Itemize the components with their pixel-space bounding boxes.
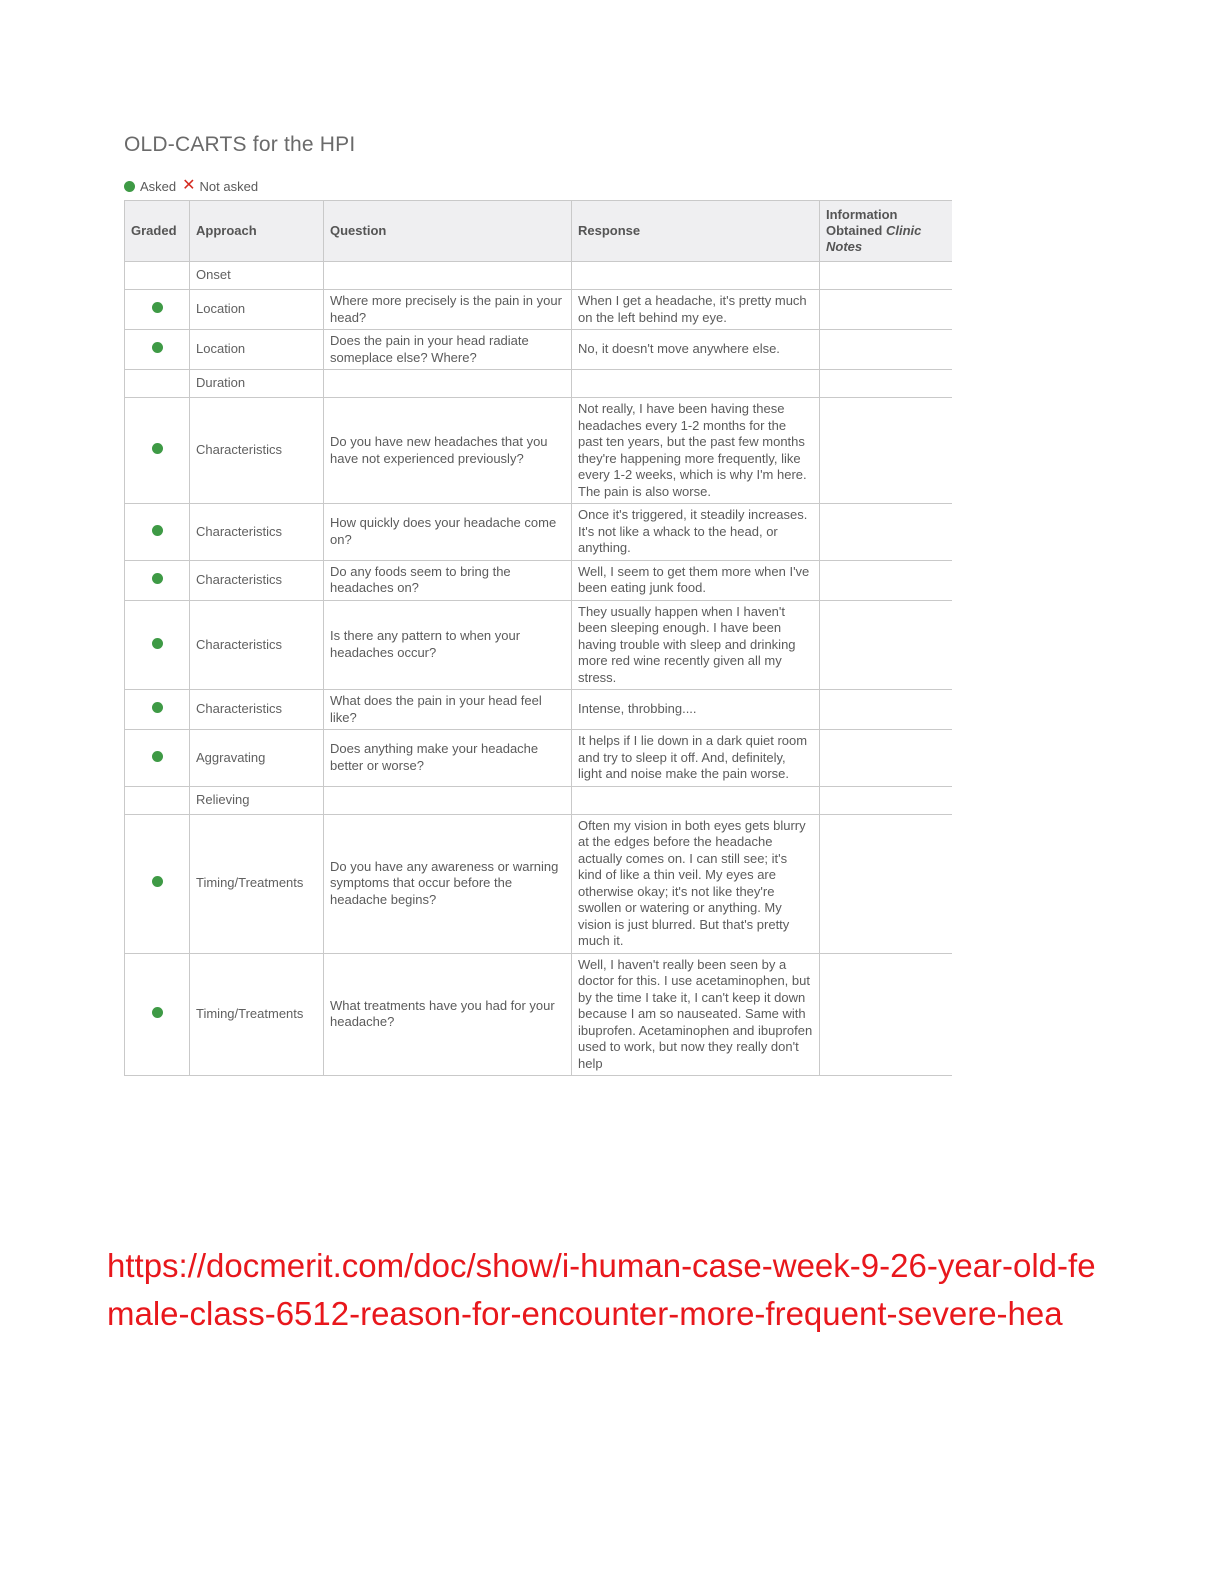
table-row [125,953,953,1076]
oldcarts-table-container [124,200,952,1159]
header-info-prefix: Information Obtained [826,207,898,238]
response-cell: Often my vision in both eyes gets blurry at the edges before the headache actually comes on. I can still see; it's kind of like a thin veil. My eyes are otherwise okay; it's not like they're swollen or watering or anything. My vision is just blurred. But that's pretty much it. [572,814,820,953]
graded-cell [125,504,190,561]
approach-cell: Relieving [190,786,324,814]
graded-cell [125,730,190,787]
response-cell [572,786,820,814]
section-row [125,262,953,290]
table-row [125,600,953,690]
question-cell: Do any foods seem to bring the headaches on? [324,560,572,600]
response-cell [572,370,820,398]
table-row [125,290,953,330]
approach-cell: Characteristics [190,690,324,730]
question-cell: Do you have any awareness or warning symptoms that occur before the headache begins? [324,814,572,953]
approach-cell: Characteristics [190,600,324,690]
approach-cell: Characteristics [190,560,324,600]
asked-dot-icon [152,525,163,536]
graded-cell [125,398,190,504]
table-row [125,398,953,504]
table-row [125,730,953,787]
asked-dot-icon [152,443,163,454]
graded-cell [125,290,190,330]
question-cell: Does anything make your headache better or worse? [324,730,572,787]
response-cell: When I get a headache, it's pretty much on the left behind my eye. [572,290,820,330]
graded-cell [125,953,190,1076]
table-header-row [125,201,953,262]
information-cell [820,730,953,787]
question-cell [324,370,572,398]
header-graded: Graded [125,201,190,262]
response-cell: It helps if I lie down in a dark quiet room and try to sleep it off. And, definitely, light and noise make the pain worse. [572,730,820,787]
question-cell: How quickly does your headache come on? [324,504,572,561]
header-question: Question [324,201,572,262]
information-cell [820,814,953,953]
table-row [125,690,953,730]
graded-cell [125,370,190,398]
table-row [125,330,953,370]
question-cell [324,262,572,290]
legend-asked: Asked [140,178,177,194]
information-cell [820,560,953,600]
question-cell [324,786,572,814]
graded-cell [125,690,190,730]
header-info-italic: Clinic Notes [826,223,922,254]
section-row [125,786,953,814]
asked-dot-icon [124,181,135,192]
information-cell [820,330,953,370]
graded-cell [125,600,190,690]
asked-dot-icon [152,573,163,584]
graded-cell [125,814,190,953]
response-cell: Well, I haven't really been seen by a doctor for this. I use acetaminophen, but by the time I take it, I can't keep it down because I am so nauseated. Same with ibuprofen. Acetaminophen and ibuprofen used to work, but now they really don't help [572,953,820,1076]
header-information [820,201,953,262]
information-cell [820,600,953,690]
graded-cell [125,560,190,600]
page-title: OLD-CARTS for the HPI [124,133,356,156]
legend [124,178,258,194]
graded-cell [125,330,190,370]
approach-cell: Timing/Treatments [190,953,324,1076]
asked-dot-icon [152,638,163,649]
not-asked-x-icon: ✕ [182,177,196,194]
asked-dot-icon [152,751,163,762]
information-cell [820,262,953,290]
legend-not-asked: Not asked [199,178,259,194]
information-cell [820,504,953,561]
asked-dot-icon [152,342,163,353]
response-cell: Once it's triggered, it steadily increases. It's not like a whack to the head, or anything. [572,504,820,561]
approach-cell: Timing/Treatments [190,814,324,953]
question-cell: What does the pain in your head feel like? [324,690,572,730]
graded-cell [125,262,190,290]
section-row [125,370,953,398]
question-cell: Does the pain in your head radiate someplace else? Where? [324,330,572,370]
asked-dot-icon [152,876,163,887]
response-cell: No, it doesn't move anywhere else. [572,330,820,370]
question-cell: Do you have new headaches that you have not experienced previously? [324,398,572,504]
table-row [125,814,953,953]
table-row [125,504,953,561]
question-cell: What treatments have you had for your headache? [324,953,572,1076]
table-row [125,560,953,600]
information-cell [820,370,953,398]
information-cell [820,398,953,504]
response-cell: Not really, I have been having these headaches every 1-2 months for the past ten years, but the past few months they're happening more frequently, like every 1-2 weeks, which is why I'm here. The pain is also worse. [572,398,820,504]
response-cell [572,262,820,290]
graded-cell [125,786,190,814]
oldcarts-table [124,200,952,1076]
response-cell: They usually happen when I haven't been sleeping enough. I have been having trouble with sleep and drinking more red wine recently given all my stress. [572,600,820,690]
information-cell [820,690,953,730]
information-cell [820,786,953,814]
response-cell: Intense, throbbing.... [572,690,820,730]
question-cell: Is there any pattern to when your headaches occur? [324,600,572,690]
question-cell: Where more precisely is the pain in your head? [324,290,572,330]
response-cell: Well, I seem to get them more when I've been eating junk food. [572,560,820,600]
header-approach: Approach [190,201,324,262]
source-url-link[interactable]: https://docmerit.com/doc/show/i-human-case-week-9-26-year-old-female-class-6512-reason-for-encounter-more-frequent-severe-hea [107,1247,1096,1332]
asked-dot-icon [152,702,163,713]
approach-cell: Duration [190,370,324,398]
header-response: Response [572,201,820,262]
information-cell [820,953,953,1076]
approach-cell: Characteristics [190,398,324,504]
asked-dot-icon [152,1007,163,1018]
approach-cell: Characteristics [190,504,324,561]
information-cell [820,290,953,330]
approach-cell: Onset [190,262,324,290]
approach-cell: Location [190,330,324,370]
asked-dot-icon [152,302,163,313]
approach-cell: Location [190,290,324,330]
approach-cell: Aggravating [190,730,324,787]
